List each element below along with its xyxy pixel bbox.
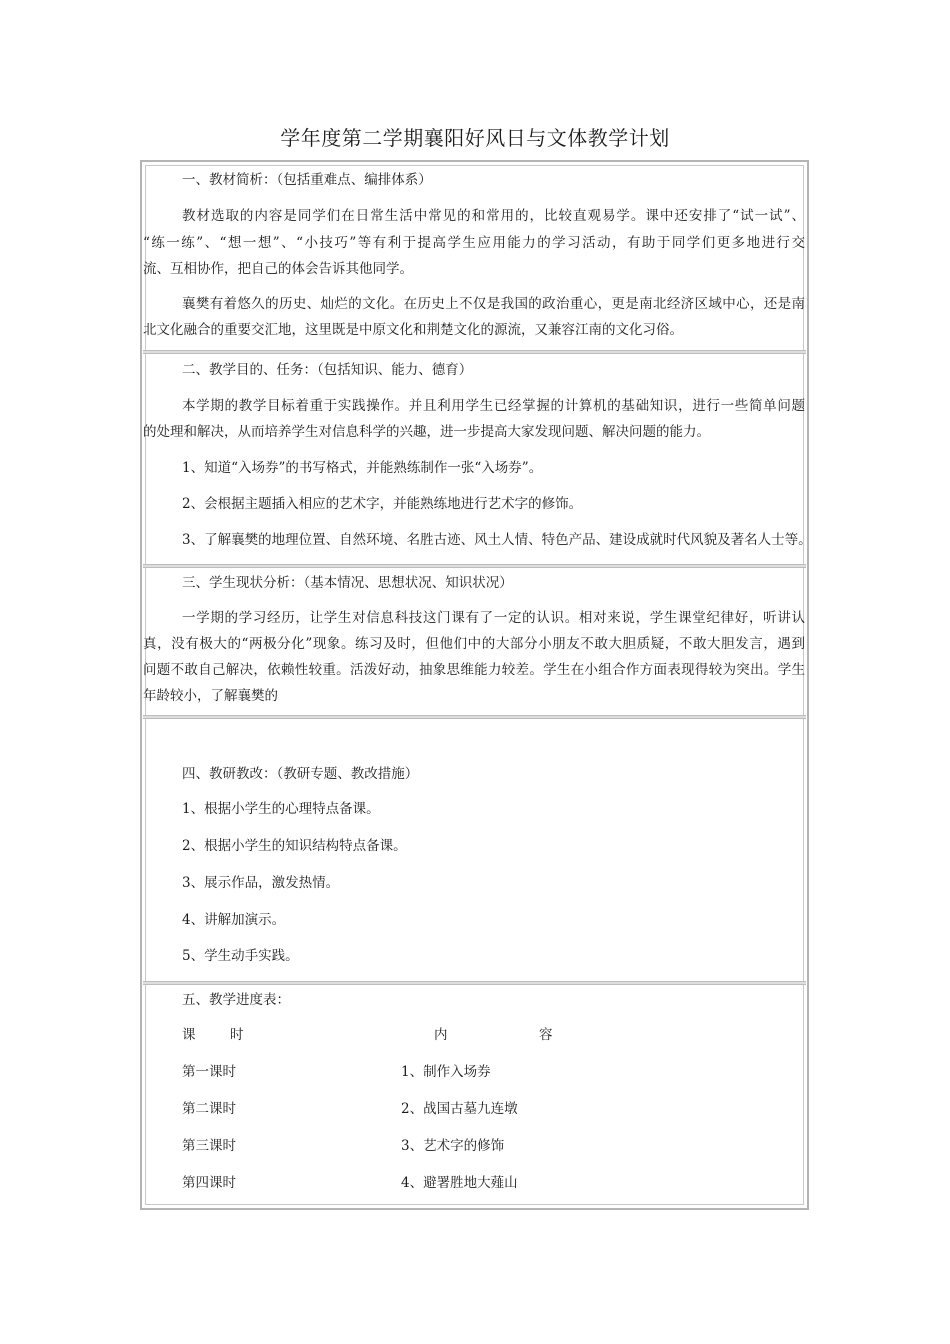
schedule-row-period: 第四课时: [182, 1175, 236, 1191]
schedule-row-content: 1、制作入场券: [401, 1064, 491, 1080]
schedule-header-content-b: 容: [539, 1027, 553, 1043]
section2-para1-line2: 的处理和解决，从而培养学生对信息科学的兴趣，进一步提高大家发现问题、解决问题的能力。: [143, 424, 710, 440]
section1-para1-line2: “练一练”、“想一想”、“小技巧”等有利于提高学生应用能力的学习活动，有助于同学们更多地进行交: [143, 235, 805, 251]
section2-item-2: 2、会根据主题插入相应的艺术字，并能熟练地进行艺术字的修饰。: [182, 496, 583, 512]
schedule-row-period: 第三课时: [182, 1138, 236, 1154]
section1-heading: 一、教材简析：（包括重难点、编排体系）: [182, 172, 432, 188]
section1-para2-line2: 北文化融合的重要交汇地，这里既是中原文化和荆楚文化的源流，又兼容江南的文化习俗。: [143, 322, 683, 338]
schedule-header-period-a: 课: [182, 1027, 196, 1043]
schedule-header-content-a: 内: [434, 1027, 448, 1043]
schedule-header-period-b: 时: [230, 1027, 244, 1043]
section1-para2-line1: 襄樊有着悠久的历史、灿烂的文化。在历史上不仅是我国的政治重心，更是南北经济区域中心，还是南: [182, 296, 805, 312]
schedule-row-content: 4、避署胜地大薤山: [401, 1175, 518, 1191]
section3-para1-line2: 真，没有极大的“两极分化”现象。练习及时，但他们中的大部分小朋友不敢大胆质疑，不敢大胆发言，遇到: [143, 636, 805, 652]
schedule-row-period: 第一课时: [182, 1064, 236, 1080]
section3-para1-line1: 一学期的学习经历，让学生对信息科技这门课有了一定的认识。相对来说，学生课堂纪律好，听讲认: [182, 610, 805, 626]
section4-item-3: 3、展示作品，激发热情。: [182, 875, 340, 891]
row-divider: [143, 350, 806, 354]
plan-table: [140, 160, 812, 1210]
section3-para1-line4: 年龄较小，了解襄樊的: [143, 688, 278, 704]
section4-item-1: 1、根据小学生的心理特点备课。: [182, 801, 380, 817]
section1-para1-line1: 教材选取的内容是同学们在日常生活中常见的和常用的，比较直观易学。课中还安排了“试一试”、: [182, 208, 805, 224]
section2-item-3: 3、了解襄樊的地理位置、自然环境、名胜古迹、风土人情、特色产品、建设成就时代风貌及著名人士等。: [182, 532, 812, 548]
row-divider: [143, 715, 806, 719]
row-divider: [143, 564, 806, 568]
section1-para1-line3: 流、互相协作，把自己的体会告诉其他同学。: [143, 261, 413, 277]
schedule-row-content: 2、战国古墓九连墩: [401, 1101, 518, 1117]
section2-heading: 二、教学目的、任务：（包括知识、能力、德育）: [182, 362, 473, 378]
page-title: 学年度第二学期襄阳好风日与文体教学计划: [280, 126, 670, 150]
row-divider: [143, 981, 806, 985]
schedule-row-content: 3、艺术字的修饰: [401, 1138, 505, 1154]
section4-item-2: 2、根据小学生的知识结构特点备课。: [182, 838, 407, 854]
section4-item-4: 4、讲解加演示。: [182, 912, 286, 928]
section5-heading: 五、教学进度表：: [182, 992, 290, 1008]
section3-para1-line3: 问题不敢自己解决，依赖性较重。活泼好动，抽象思维能力较差。学生在小组合作方面表现得较为突出。学生: [143, 662, 805, 678]
section2-item-1: 1、知道“入场券”的书写格式，并能熟练制作一张“入场券”。: [182, 460, 543, 476]
schedule-row-period: 第二课时: [182, 1101, 236, 1117]
section4-item-5: 5、学生动手实践。: [182, 948, 299, 964]
section4-heading: 四、教研教改：（教研专题、教改措施）: [182, 766, 419, 782]
section3-heading: 三、学生现状分析：（基本情况、思想状况、知识状况）: [182, 575, 513, 591]
section2-para1-line1: 本学期的教学目标着重于实践操作。并且利用学生已经掌握的计算机的基础知识，进行一些简单问题: [182, 398, 805, 414]
